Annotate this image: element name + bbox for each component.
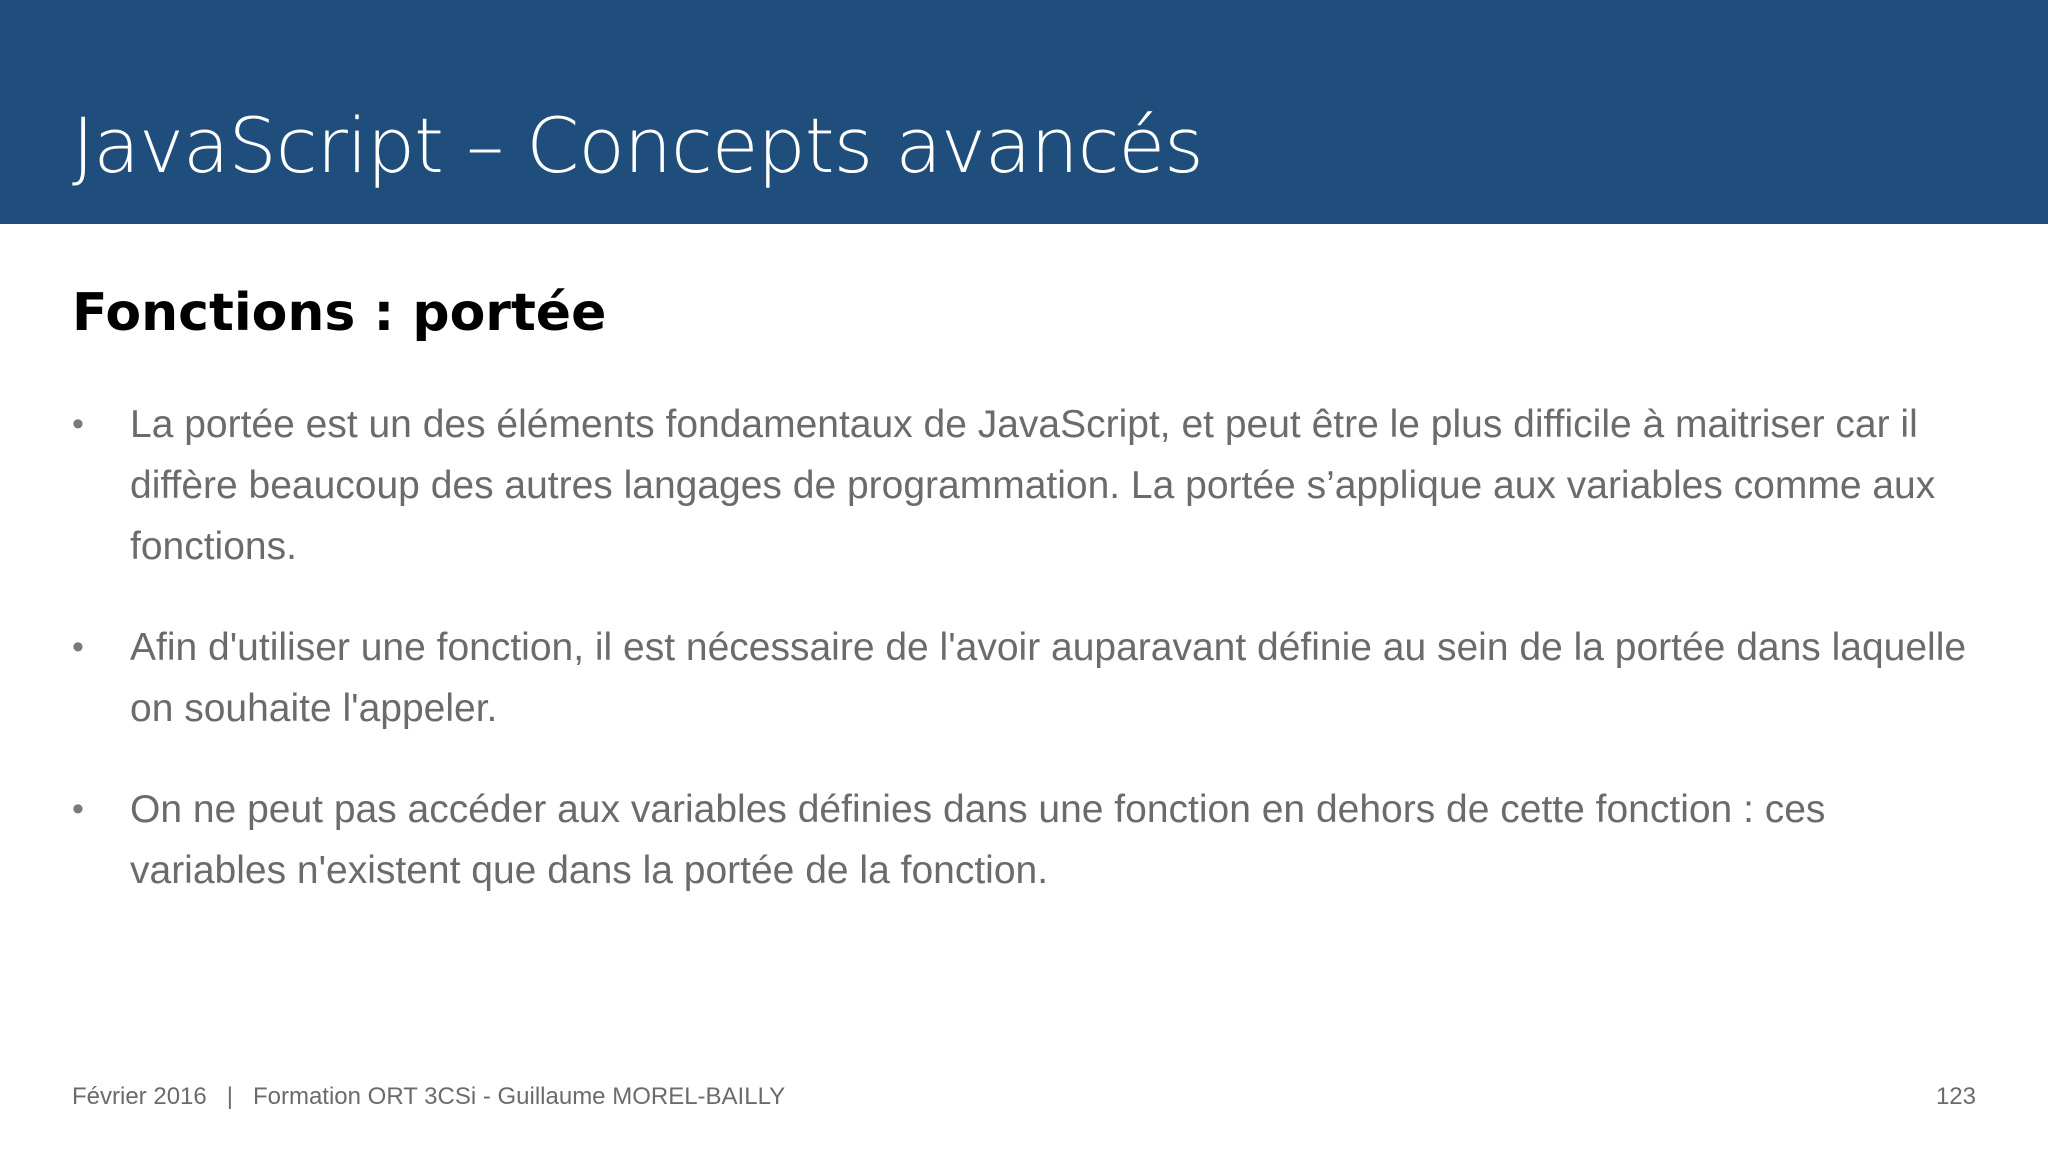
bullet-item — [72, 779, 1992, 901]
bullet-icon: • — [72, 628, 84, 666]
slide-title: JavaScript – Concepts avancés — [72, 101, 1203, 190]
bullet-icon: • — [72, 790, 84, 828]
page-number: 123 — [1935, 1083, 1976, 1110]
bullet-list — [72, 394, 1992, 941]
section-heading: Fonctions : portée — [72, 283, 607, 343]
bullet-text: La portée est un des éléments fondamentaux de JavaScript, et peut être le plus difficile à maitriser car il diffère beaucoup des autres langages de programmation. La portée s’applique aux variables comme aux fonctions. — [130, 403, 1936, 568]
footer-separator: | — [226, 1083, 233, 1110]
bullet-icon: • — [72, 405, 84, 443]
bullet-item — [72, 394, 1992, 577]
bullet-item — [72, 617, 1992, 739]
bullet-text: Afin d'utiliser une fonction, il est nécessaire de l'avoir auparavant définie au sein de la portée dans laquelle on souhaite l'appeler. — [130, 626, 1967, 730]
footer-date: Février 2016 — [72, 1083, 207, 1110]
footer — [72, 1082, 785, 1112]
footer-credit: Formation ORT 3CSi - Guillaume MOREL-BAILLY — [252, 1083, 786, 1110]
bullet-text: On ne peut pas accéder aux variables définies dans une fonction en dehors de cette fonction : ces variables n'existent que dans la portée de la fonction. — [130, 788, 1826, 892]
